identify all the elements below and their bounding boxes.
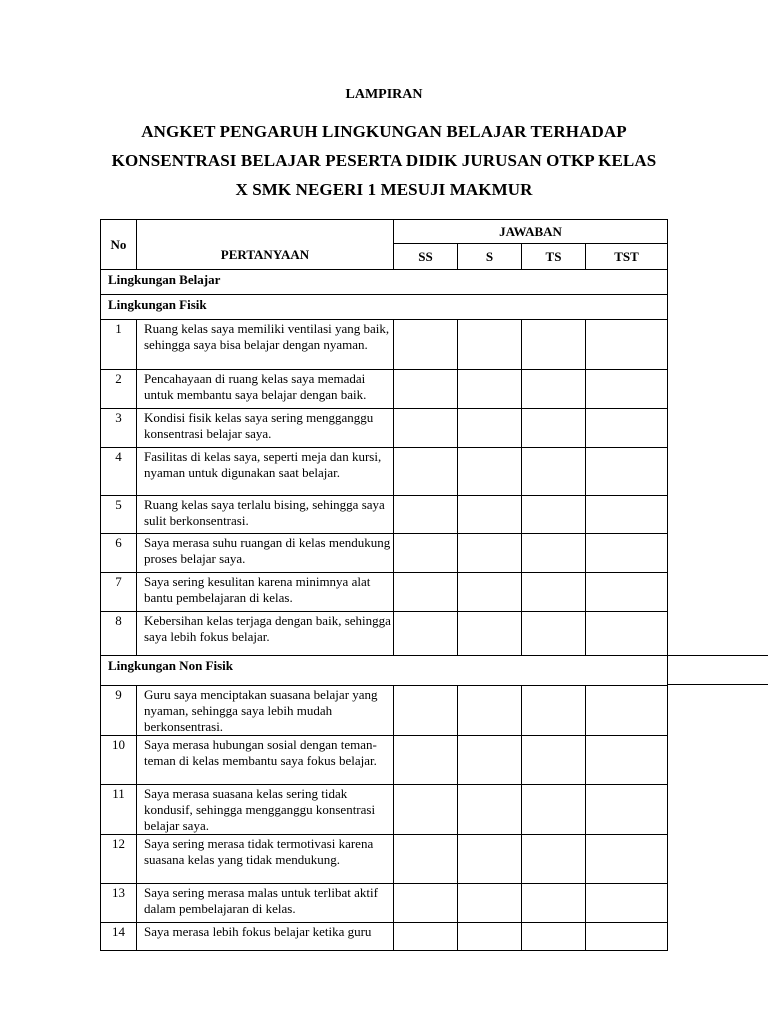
answer-cell-s[interactable]: [458, 320, 522, 370]
item-question: Ruang kelas saya terlalu bising, sehingga saya sulit berkonsentrasi.: [137, 496, 394, 534]
answer-cell-ts[interactable]: [522, 736, 586, 785]
item-question: Fasilitas di kelas saya, seperti meja dan kursi, nyaman untuk digunakan saat belajar.: [137, 448, 394, 496]
answer-cell-tst[interactable]: [586, 923, 668, 951]
appendix-label: LAMPIRAN: [345, 87, 423, 102]
title-line-3: X SMK NEGERI 1 MESUJI MAKMUR: [235, 180, 533, 199]
answer-cell-s[interactable]: [458, 409, 522, 448]
answer-cell-ts[interactable]: [522, 785, 586, 835]
answer-cell-ss[interactable]: [394, 496, 458, 534]
answer-cell-s[interactable]: [458, 612, 522, 656]
item-question: Kebersihan kelas terjaga dengan baik, sehingga saya lebih fokus belajar.: [137, 612, 394, 656]
answer-cell-s[interactable]: [458, 884, 522, 923]
overflow-cell-border: [667, 655, 768, 685]
table-row: [101, 534, 668, 573]
item-number: 3: [101, 409, 137, 448]
answer-cell-tst[interactable]: [586, 573, 668, 612]
answer-cell-s[interactable]: [458, 736, 522, 785]
item-question: Saya sering merasa tidak termotivasi karena suasana kelas yang tidak mendukung.: [137, 835, 394, 884]
option-header-ts: TS: [522, 244, 586, 270]
answer-cell-ss[interactable]: [394, 370, 458, 409]
answer-cell-ts[interactable]: [522, 612, 586, 656]
answer-cell-ts[interactable]: [522, 884, 586, 923]
item-number: 6: [101, 534, 137, 573]
table-row: [101, 835, 668, 884]
answer-cell-tst[interactable]: [586, 448, 668, 496]
answer-cell-ss[interactable]: [394, 320, 458, 370]
option-header-tst: TST: [586, 244, 668, 270]
answer-cell-tst[interactable]: [586, 320, 668, 370]
item-question: Ruang kelas saya memiliki ventilasi yang baik, sehingga saya bisa belajar dengan nyaman.: [137, 320, 394, 370]
answer-cell-ss[interactable]: [394, 686, 458, 736]
column-header-answer: JAWABAN: [394, 220, 668, 244]
option-header-ss: SS: [394, 244, 458, 270]
item-number: 12: [101, 835, 137, 884]
answer-cell-ts[interactable]: [522, 448, 586, 496]
item-number: 10: [101, 736, 137, 785]
item-question: Saya merasa hubungan sosial dengan teman-teman di kelas membantu saya fokus belajar.: [137, 736, 394, 785]
answer-cell-ss[interactable]: [394, 835, 458, 884]
answer-cell-ts[interactable]: [522, 370, 586, 409]
answer-cell-ts[interactable]: [522, 320, 586, 370]
answer-cell-s[interactable]: [458, 496, 522, 534]
answer-cell-s[interactable]: [458, 686, 522, 736]
table-row: [101, 686, 668, 736]
answer-cell-tst[interactable]: [586, 612, 668, 656]
answer-cell-s[interactable]: [458, 573, 522, 612]
answer-cell-ss[interactable]: [394, 573, 458, 612]
item-number: 5: [101, 496, 137, 534]
answer-cell-tst[interactable]: [586, 785, 668, 835]
table-row: [101, 884, 668, 923]
answer-cell-ss[interactable]: [394, 448, 458, 496]
item-question: Kondisi fisik kelas saya sering mengganggu konsentrasi belajar saya.: [137, 409, 394, 448]
answer-cell-s[interactable]: [458, 835, 522, 884]
answer-cell-ss[interactable]: [394, 409, 458, 448]
item-question: Saya merasa lebih fokus belajar ketika guru: [137, 923, 394, 951]
table-row: [101, 496, 668, 534]
answer-cell-tst[interactable]: [586, 884, 668, 923]
answer-cell-tst[interactable]: [586, 370, 668, 409]
option-header-s: S: [458, 244, 522, 270]
item-question: Saya merasa suhu ruangan di kelas mendukung proses belajar saya.: [137, 534, 394, 573]
answer-cell-tst[interactable]: [586, 534, 668, 573]
item-number: 14: [101, 923, 137, 951]
title-line-1: ANGKET PENGARUH LINGKUNGAN BELAJAR TERHADAP: [141, 122, 627, 141]
section-nonphysical-environment: Lingkungan Non Fisik: [101, 656, 668, 686]
answer-cell-tst[interactable]: [586, 686, 668, 736]
item-question: Guru saya menciptakan suasana belajar yang nyaman, sehingga saya lebih mudah berkonsentrasi.: [137, 686, 394, 736]
item-number: 2: [101, 370, 137, 409]
answer-cell-ts[interactable]: [522, 835, 586, 884]
answer-cell-s[interactable]: [458, 370, 522, 409]
section-learning-environment: Lingkungan Belajar: [101, 270, 668, 295]
section-physical-environment: Lingkungan Fisik: [101, 295, 668, 320]
title-line-2: KONSENTRASI BELAJAR PESERTA DIDIK JURUSAN OTKP KELAS: [111, 151, 657, 170]
table-row: [101, 448, 668, 496]
answer-cell-ts[interactable]: [522, 686, 586, 736]
item-question: Saya sering merasa malas untuk terlibat aktif dalam pembelajaran di kelas.: [137, 884, 394, 923]
answer-cell-tst[interactable]: [586, 409, 668, 448]
answer-cell-s[interactable]: [458, 534, 522, 573]
column-header-question: PERTANYAAN: [137, 220, 394, 270]
table-row: [101, 923, 668, 951]
answer-cell-ss[interactable]: [394, 612, 458, 656]
answer-cell-ts[interactable]: [522, 409, 586, 448]
answer-cell-ts[interactable]: [522, 923, 586, 951]
answer-cell-ss[interactable]: [394, 785, 458, 835]
table-row: [101, 573, 668, 612]
item-question: Saya sering kesulitan karena minimnya alat bantu pembelajaran di kelas.: [137, 573, 394, 612]
answer-cell-ts[interactable]: [522, 534, 586, 573]
answer-cell-s[interactable]: [458, 448, 522, 496]
answer-cell-ss[interactable]: [394, 534, 458, 573]
item-number: 1: [101, 320, 137, 370]
item-number: 7: [101, 573, 137, 612]
table-row: [101, 320, 668, 370]
answer-cell-ts[interactable]: [522, 573, 586, 612]
answer-cell-s[interactable]: [458, 785, 522, 835]
item-number: 8: [101, 612, 137, 656]
item-number: 11: [101, 785, 137, 835]
table-row: [101, 736, 668, 785]
answer-cell-ts[interactable]: [522, 496, 586, 534]
item-number: 4: [101, 448, 137, 496]
item-number: 9: [101, 686, 137, 736]
answer-cell-s[interactable]: [458, 923, 522, 951]
answer-cell-ss[interactable]: [394, 736, 458, 785]
table-row: [101, 612, 668, 656]
answer-cell-ss[interactable]: [394, 923, 458, 951]
item-question: Saya merasa suasana kelas sering tidak kondusif, sehingga mengganggu konsentrasi belajar saya.: [137, 785, 394, 835]
item-question: Pencahayaan di ruang kelas saya memadai untuk membantu saya belajar dengan baik.: [137, 370, 394, 409]
table-row: [101, 785, 668, 835]
table-row: [101, 370, 668, 409]
table-row: [101, 409, 668, 448]
answer-cell-ss[interactable]: [394, 884, 458, 923]
answer-cell-tst[interactable]: [586, 835, 668, 884]
survey-table: [100, 219, 668, 951]
answer-cell-tst[interactable]: [586, 496, 668, 534]
answer-cell-tst[interactable]: [586, 736, 668, 785]
item-number: 13: [101, 884, 137, 923]
column-header-no: No: [101, 220, 137, 270]
